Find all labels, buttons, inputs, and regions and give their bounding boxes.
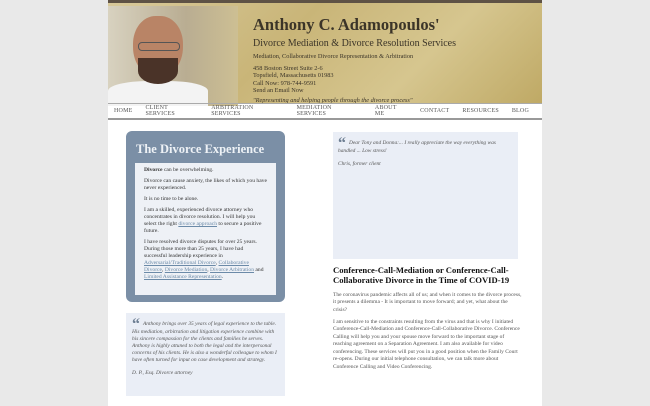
- nav-about-me[interactable]: ABOUT ME: [374, 105, 397, 117]
- nav-contact[interactable]: CONTACT: [420, 108, 450, 114]
- mediation-link[interactable]: Divorce Mediation: [164, 266, 208, 273]
- nav-client-services[interactable]: CLIENT SERVICES: [145, 105, 175, 117]
- nav-blog[interactable]: BLOG: [511, 108, 529, 114]
- text: can be overwhelming.: [162, 167, 214, 173]
- nav-home[interactable]: HOME: [114, 108, 133, 114]
- divorce-experience-box: The Divorce Experience Divorce can be overwhelming. Divorce can cause anxiety, the likes of which you have never experienced. It is no time to be alone. I am a skilled, experienced divorce attorney who concentrates in divorce resolution. I will help you select the right divorce approach to secure a positive future. I have resolved divorce disputes for over 25 years. During those more than 25 years, I have had successful leadership experience in Adversarial/Traditional Divorce, Collaborative Divorce, Divorce Mediation, Divorce Arbitration and Limited Assistance Representation.: [126, 131, 285, 302]
- attorney-photo: [108, 6, 238, 106]
- services-line: Mediation, Collaborative Divorce Representation & Arbitration: [253, 53, 414, 60]
- nav-resources[interactable]: RESOURCES: [462, 108, 499, 114]
- article-paragraph: I am sensitive to the constraints resulting from the virus and that is why I initiated Conference-Call-Mediation and Conference-Call-Collaborative Divorce. Conference Calling will help you and your spouse move forward to the important stage of reaching agreement on a Separation Agreement. I am also available for video conferencing. These services will put you in a good position when the Family Court re-opens. During our initial telephone consultation, we can talk more about Conference Calling and Video Conferencing.: [333, 319, 520, 370]
- address-line-2: Topsfield, Massachusetts 01983: [253, 72, 334, 80]
- adversarial-link[interactable]: Adversarial/Traditional Divorce: [144, 259, 216, 266]
- nav-arbitration-services[interactable]: ARBITRATION SERVICES: [211, 105, 254, 117]
- testimonial-text: Dear Tony and Donna:... I really appreciate the way everything was handled ... Low stress!: [338, 140, 496, 154]
- header: [108, 0, 542, 103]
- tagline: "Representing and helping people through the divorce process": [253, 97, 413, 104]
- article-paragraph: The coronavirus pandemic affects all of us; and when it comes to the divorce process, it presents a dilemma - It is important to move forward; and yet, what about the crisis?: [333, 291, 522, 313]
- address-line-1: 458 Boston Street Suite 2-6: [253, 65, 323, 72]
- text: It is no time to be alone.: [144, 195, 199, 202]
- collaborative-link[interactable]: Collaborative Divorce: [144, 259, 249, 273]
- email-link[interactable]: Send an Email Now: [253, 86, 304, 94]
- quote-icon: “: [338, 135, 346, 152]
- main-nav: [108, 103, 542, 120]
- testimonial-author: D. P., Esq. Divorce attorney: [132, 370, 193, 377]
- covid-article: [333, 266, 523, 376]
- bold-divorce: Divorce: [144, 167, 163, 173]
- testimonial-text: Anthony brings over 35 years of legal experience to the table. His mediation, arbitration and litigation experience combine with his sincere compassion for the clients and families he serves. Anthony is highly attuned to both the legal and the interpersonal concerns of his clients. He is also a wonderful colleague to whom I have often turned for input on case development and strategy.: [132, 321, 277, 364]
- testimonial-author: Chris, former client: [338, 161, 381, 168]
- text: Divorce can cause anxiety, the likes of which you have never experienced.: [144, 177, 267, 191]
- text: to secure a positive future.: [144, 220, 262, 234]
- arbitration-link[interactable]: Divorce Arbitration: [210, 266, 255, 273]
- limited-assistance-link[interactable]: Limited Assistance Representation: [144, 273, 222, 280]
- phone-link[interactable]: Call Now: 978-744-9591: [253, 79, 317, 87]
- nav-mediation-services[interactable]: MEDIATION SERVICES: [296, 105, 332, 117]
- testimonial-attorney: [126, 313, 285, 396]
- text: I have resolved divorce disputes for over 25 years. During those more than 25 years, I have had successful leadership experience in: [144, 238, 257, 259]
- site-subtitle: Divorce Mediation & Divorce Resolution Services: [253, 38, 457, 49]
- page: [108, 0, 542, 406]
- site-title: Anthony C. Adamopoulos': [253, 15, 440, 34]
- divorce-approach-link[interactable]: divorce approach: [178, 220, 217, 227]
- testimonial-client: [333, 132, 518, 259]
- experience-title: The Divorce Experience: [136, 142, 265, 156]
- quote-icon: “: [132, 316, 140, 333]
- text: and: [254, 266, 264, 273]
- text: I am a skilled, experienced divorce attorney who concentrates in divorce resolution. I will help you select the right: [144, 206, 256, 227]
- article-title: Conference-Call-Mediation or Conference-Call-Collaborative Divorce in the Time of COVID-19: [333, 265, 510, 285]
